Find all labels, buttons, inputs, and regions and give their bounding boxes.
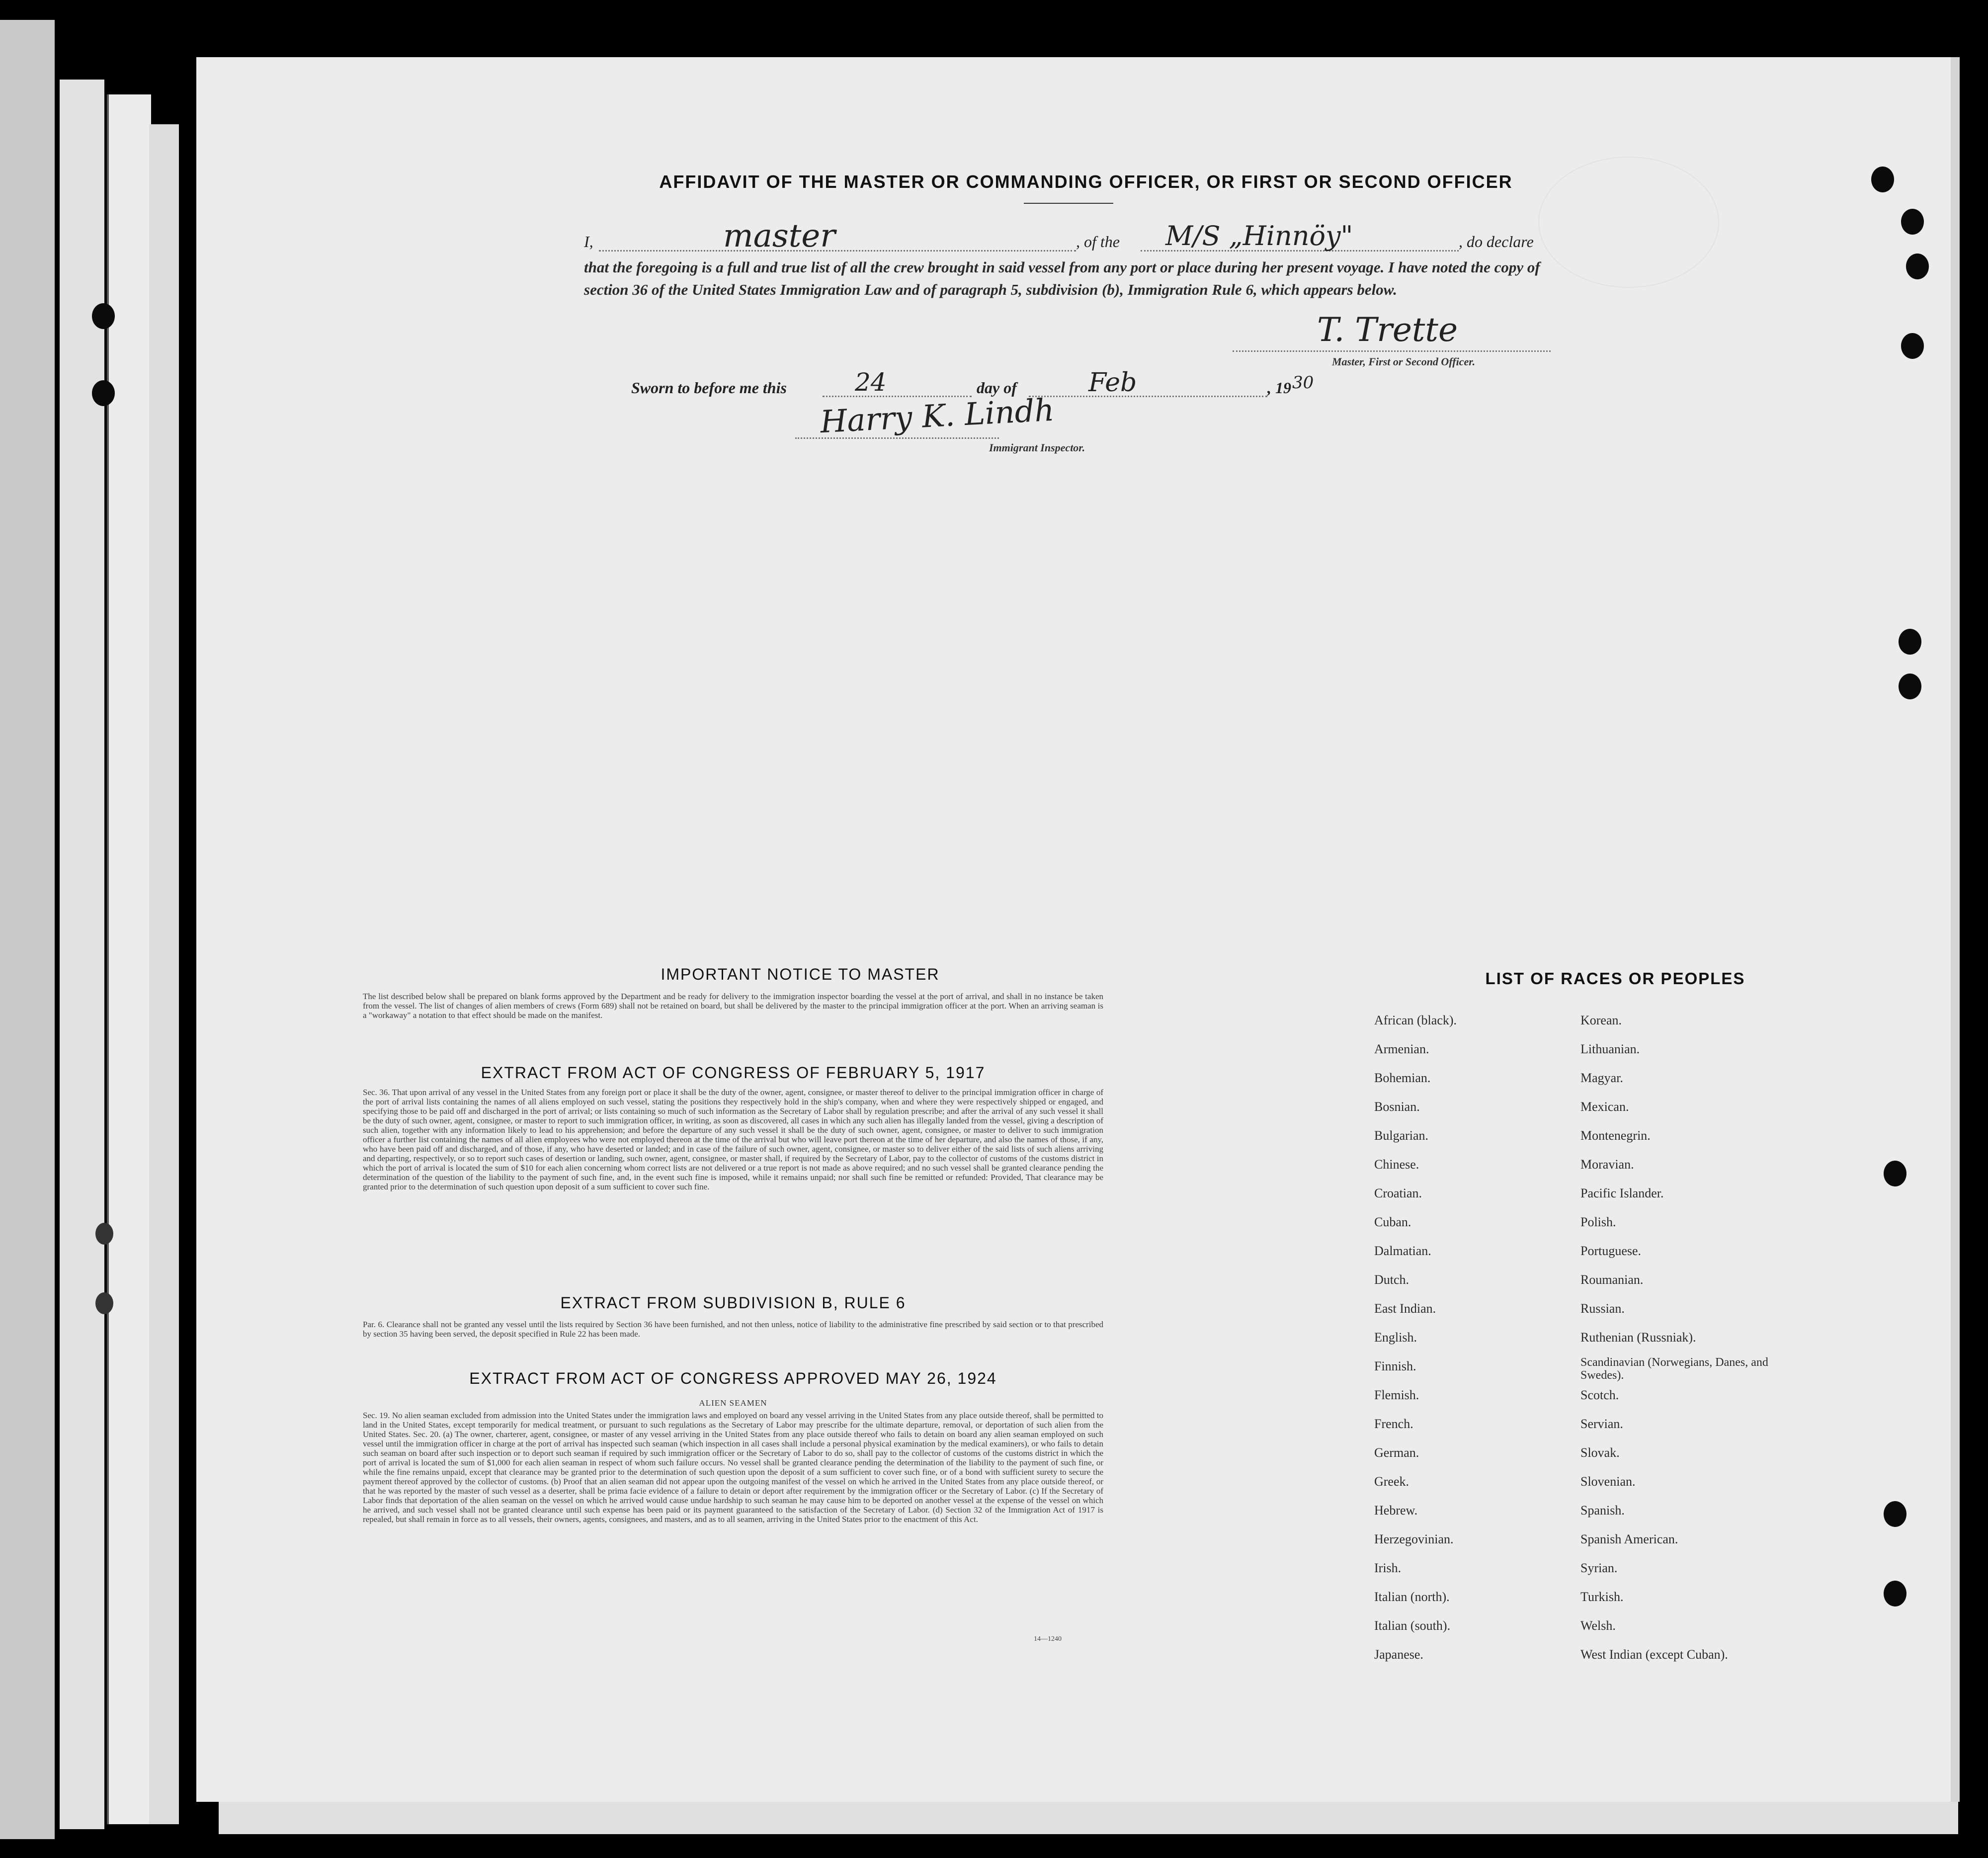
- extract-1924-text: Sec. 19. No alien seaman excluded from admission into the United States under the immigration laws and employed on board any vessel arriving in the United States from any place outside thereof, shall be permitted to land in the United States, except temporarily for medical treatment, or pursuant to such regulations as the Secretary of Labor may prescribe for the ultimate departure, removal, or deportation of such alien from the United States. Sec. 20. (a) The owner, charterer, agent, consignee, or master of any vessel arriving in the United States from any place outside thereof who fails to detain on board any alien seaman employed on such vessel until the immigration officer in charge at the port of arrival has inspected such seaman (which inspection in all cases shall include a personal physical examination by the medical examiners), or who fails to detain such seaman on board after such inspection or to deport such seaman if required by such immigration officer or the Secretary of Labor to do so, shall pay to the collector of customs of the customs district in which the port of arrival is located the sum of $1,000 for each alien seaman in respect of whom such failure occurs. No vessel shall be granted clearance pending the determination of the liability to the payment of such fine, or while the fine remains unpaid, except that clearance may be granted prior to the determination of such question upon the deposit of a sum sufficient to cover such fine, or of a bond with sufficient surety to secure the payment thereof approved by the collector of customs. (b) Proof that an alien seaman did not appear upon the outgoing manifest of the vessel on which he arrived in the United States from any place outside thereof, or that he was reported by the master of such vessel as a deserter, shall be prima facie evidence of a failure to detain or deport after requirement by the immigration officer or the Secretary of Labor. (c) If the Secretary of Labor finds that deportation of the alien seaman on the vessel on which he arrived would cause undue hardship to such seaman he may cause him to be deported on another vessel at the expense of the vessel on which he arrived, and such vessel shall not be granted clearance until such expense has been paid or its payment guaranteed to the satisfaction of the Secretary of Labor. (d) Section 32 of the Immigration Act of 1917 is repealed, but shall remain in force as to all vessels, their owners, agents, consignees, and masters, and as to all seamen, arriving in the United States prior to the enactment of this Act.: [363, 1411, 1103, 1524]
- punch-hole: [92, 380, 115, 406]
- race-item: Portuguese.: [1580, 1244, 1642, 1258]
- declaration-line: [584, 218, 1548, 257]
- race-item: Montenegrin.: [1580, 1128, 1651, 1143]
- race-item: Russian.: [1580, 1301, 1625, 1316]
- races-title: LIST OF RACES OR PEOPLES: [1485, 969, 1745, 988]
- extract-rule6-title: EXTRACT FROM SUBDIVISION B, RULE 6: [560, 1294, 906, 1312]
- punch-hole: [1871, 167, 1894, 192]
- page-edge-strip: [149, 124, 179, 1824]
- punch-hole: [1884, 1501, 1906, 1527]
- page-edge-strip: [0, 20, 55, 1839]
- inspector-label: Immigrant Inspector.: [989, 441, 1085, 454]
- notice-text: The list described below shall be prepared on blank forms approved by the Department and be ready for delivery to the immigration inspector boarding the vessel at the port of arrival, and shall in no instance be taken from the vessel. The list of changes of alien members of crews (Form 689) shall not be retained on board, but shall be delivered by the master to the principal immigration officer at the port. When an arriving seaman is a "workaway" a notation to that effect should be made on the manifest.: [363, 992, 1103, 1020]
- signature-label: Master, First or Second Officer.: [1332, 355, 1476, 368]
- race-item: Lithuanian.: [1580, 1042, 1640, 1056]
- race-item: Spanish.: [1580, 1503, 1625, 1518]
- race-item: Pacific Islander.: [1580, 1186, 1664, 1200]
- race-item: Korean.: [1580, 1013, 1622, 1027]
- race-item: French.: [1374, 1417, 1413, 1431]
- extract-1917-text: Sec. 36. That upon arrival of any vessel in the United States from any foreign port or place it shall be the duty of the owner, agent, consignee, or master thereof to deliver to the principal immigration officer in charge of the port of arrival lists containing the names of all aliens employed on such vessel, stating the positions they respectively hold in the ship's company, when and where they were respectively shipped or engaged, and specifying those to be paid off and discharged in the port of arrival; or lists containing so much of such information as the Secretary of Labor shall by regulation prescribe; and after the arrival of any such vessel it shall be the duty of such owner, agent, consignee, or master to report to such immigration officer, in writing, as soon as discovered, all cases in which any such alien has illegally landed from the vessel, giving a description of such alien, together with any information likely to lead to his apprehension; and before the departure of any such vessel it shall be the duty of such owner, agent, consignee, or master to deliver to such immigration officer a further list containing the names of all alien employees who were not employed thereon at the time of the arrival but who will leave port thereon at the time of her departure, and also the names of those, if any, who have been paid off and discharged, and of those, if any, who have deserted or landed; and in case of the failure of such owner, agent, consignee, or master so to deliver either of the said lists of such aliens arriving and departing, respectively, or so to report such cases of desertion or landing, such owner, agent, consignee, or master shall, if required by the Secretary of Labor, pay to the collector of customs of the customs district in which the port of arrival is located the sum of $10 for each alien concerning whom correct lists are not delivered or a true report is not made as above required; and no such vessel shall be granted clearance pending the determination of the question of the liability to the payment of such fine, and, in the event such fine is imposed, while it remains unpaid; nor shall such fine be remitted or refunded: Provided, That clearance may be granted prior to the determination of such question upon deposit of a sum sufficient to cover such fine.: [363, 1088, 1103, 1191]
- race-item: Cuban.: [1374, 1215, 1411, 1229]
- race-item: Bulgarian.: [1374, 1128, 1429, 1143]
- year-prefix: , 19: [1267, 379, 1291, 397]
- race-item: Japanese.: [1374, 1647, 1423, 1662]
- punch-hole: [1884, 1161, 1906, 1186]
- race-item: Finnish.: [1374, 1359, 1416, 1373]
- race-item: Syrian.: [1580, 1561, 1618, 1575]
- handwritten-year: 30: [1292, 373, 1314, 393]
- race-item: Italian (south).: [1374, 1618, 1451, 1633]
- dotted-line: [599, 250, 1076, 252]
- of-the-label: , of the: [1076, 233, 1120, 251]
- race-item: Dutch.: [1374, 1272, 1409, 1287]
- race-item: Roumanian.: [1580, 1272, 1644, 1287]
- race-item: Greek.: [1374, 1474, 1409, 1489]
- race-item: Herzegovinian.: [1374, 1532, 1454, 1546]
- race-item: East Indian.: [1374, 1301, 1436, 1316]
- page-edge-strip: [60, 80, 104, 1829]
- race-item: Moravian.: [1580, 1157, 1634, 1172]
- punch-hole: [95, 1292, 113, 1314]
- inspector-line: [795, 437, 999, 439]
- signature-line: [1233, 350, 1551, 352]
- notice-title: IMPORTANT NOTICE TO MASTER: [661, 965, 940, 983]
- dotted-line: [1029, 396, 1267, 397]
- handwritten-day: 24: [855, 368, 887, 397]
- race-item: Bohemian.: [1374, 1071, 1431, 1085]
- punch-hole: [95, 1223, 113, 1245]
- extract-1924-title: EXTRACT FROM ACT OF CONGRESS APPROVED MAY 26, 1924: [469, 1369, 997, 1387]
- declarant-prefix: I,: [584, 233, 593, 251]
- race-item: Ruthenian (Russniak).: [1580, 1330, 1696, 1345]
- handwritten-signature: T. Trette: [1317, 311, 1458, 349]
- affidavit-body: that the foregoing is a full and true list of all the crew brought in said vessel from any port or place during her present voyage. I have noted the copy of section 36 of the United States Immigration Law and of paragraph 5, subdivision (b), Immigration Rule 6, which appears below.: [584, 258, 1540, 298]
- race-item: Dalmatian.: [1374, 1244, 1431, 1258]
- extract-rule6-text: Par. 6. Clearance shall not be granted any vessel until the lists required by Section 36 have been furnished, and not then unless, notice of liability to the administrative fine prescribed by said section or to that prescribed by section 35 having been served, the deposit specified in Rule 22 has been made.: [363, 1320, 1103, 1339]
- race-item: Turkish.: [1580, 1590, 1624, 1604]
- handwritten-vessel: M/S „Hinnöy": [1165, 220, 1353, 252]
- race-item: Flemish.: [1374, 1388, 1419, 1402]
- race-item: Spanish American.: [1580, 1532, 1678, 1546]
- punch-hole: [1899, 674, 1921, 699]
- extract-1917-title: EXTRACT FROM ACT OF CONGRESS OF FEBRUARY 5, 1917: [481, 1064, 986, 1082]
- punch-hole: [1884, 1581, 1906, 1606]
- race-item: Welsh.: [1580, 1618, 1616, 1633]
- race-item: Hebrew.: [1374, 1503, 1418, 1518]
- race-item: West Indian (except Cuban).: [1580, 1647, 1728, 1662]
- form-number: 14—1240: [1034, 1635, 1062, 1643]
- punch-hole: [1899, 629, 1921, 655]
- faint-stamp: [1538, 157, 1719, 288]
- race-item: Croatian.: [1374, 1186, 1422, 1200]
- punch-hole: [92, 303, 115, 329]
- race-item: Scandinavian (Norwegians, Danes, and Swedes).: [1580, 1356, 1768, 1382]
- day-of-label: day of: [977, 379, 1017, 397]
- race-item: Bosnian.: [1374, 1099, 1420, 1114]
- race-item: English.: [1374, 1330, 1417, 1345]
- page-edge-strip: [107, 94, 151, 1824]
- inspector-signature: Harry K. Lindh: [819, 391, 1055, 440]
- race-item: Magyar.: [1580, 1071, 1623, 1085]
- race-item: African (black).: [1374, 1013, 1457, 1027]
- punch-hole: [1901, 333, 1924, 359]
- alien-seamen-subtitle: ALIEN SEAMEN: [699, 1398, 767, 1408]
- title-rule: [1024, 203, 1113, 204]
- race-item: Mexican.: [1580, 1099, 1629, 1114]
- handwritten-name: master: [723, 218, 835, 254]
- race-item: Servian.: [1580, 1417, 1623, 1431]
- race-item: Scotch.: [1580, 1388, 1619, 1402]
- race-item: Chinese.: [1374, 1157, 1419, 1172]
- affidavit-title: AFFIDAVIT OF THE MASTER OR COMMANDING OFFICER, OR FIRST OR SECOND OFFICER: [659, 171, 1513, 192]
- handwritten-month: Feb: [1088, 368, 1137, 398]
- declare-label: , do declare: [1459, 233, 1534, 251]
- sworn-prefix: Sworn to before me this: [631, 379, 787, 397]
- race-item: Irish.: [1374, 1561, 1402, 1575]
- punch-hole: [1901, 209, 1924, 235]
- race-item: German.: [1374, 1445, 1419, 1460]
- race-item: Polish.: [1580, 1215, 1616, 1229]
- race-item: Italian (north).: [1374, 1590, 1450, 1604]
- race-item: Slovenian.: [1580, 1474, 1636, 1489]
- race-item: Armenian.: [1374, 1042, 1429, 1056]
- punch-hole: [1906, 253, 1929, 279]
- race-item: Slovak.: [1580, 1445, 1620, 1460]
